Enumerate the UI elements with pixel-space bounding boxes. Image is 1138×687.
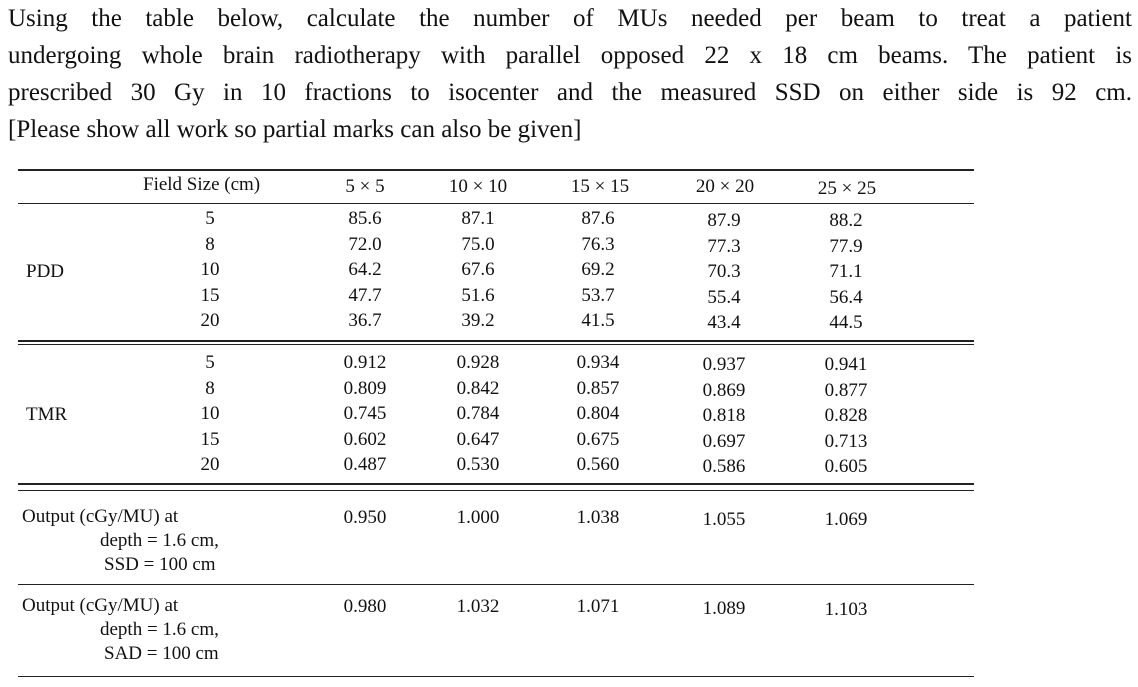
tmr-value: 0.602	[343, 428, 387, 450]
pdd-value: 71.1	[829, 261, 863, 282]
section-rule	[18, 344, 974, 345]
pdd-value: 39.2	[461, 310, 495, 331]
output-label-line: SSD = 100 cm	[104, 554, 216, 575]
section-rule	[18, 483, 974, 485]
output-ssd-value: 1.000	[456, 507, 500, 528]
tmr-value: 0.857	[576, 377, 620, 399]
tmr-value: 0.828	[824, 405, 868, 426]
col-header: 10 × 10	[448, 176, 508, 197]
pdd-depth: 20	[200, 310, 220, 331]
tmr-depth: 10	[200, 403, 220, 424]
tmr-depth: 15	[200, 428, 220, 450]
tmr-depth: 20	[200, 454, 220, 475]
question-line: prescribed 30 Gy in 10 fractions to isocenter and the measured SSD on either side is 92 cm.	[8, 79, 1132, 106]
output-sad-value: 0.980	[343, 596, 387, 617]
tmr-value: 0.877	[824, 379, 868, 401]
table-top-rule	[18, 169, 974, 171]
tmr-value: 0.560	[576, 454, 620, 475]
pdd-value: 43.4	[707, 312, 741, 333]
pdd-label: PDD	[26, 261, 65, 282]
tmr-value: 0.605	[824, 456, 868, 477]
section-rule	[18, 490, 974, 491]
tmr-value: 0.934	[576, 352, 620, 373]
pdd-value: 76.3	[581, 233, 615, 255]
col-header: 25 × 25	[817, 178, 877, 199]
pdd-value: 77.3	[707, 235, 741, 257]
field-size-header: Field Size (cm)	[143, 174, 261, 195]
question-text	[8, 0, 1132, 148]
tmr-value: 0.713	[824, 430, 868, 452]
pdd-value: 70.3	[707, 261, 741, 282]
output-label-line: Output (cGy/MU) at	[22, 595, 179, 616]
output-ssd-value: 1.038	[576, 507, 620, 528]
tmr-depth: 8	[205, 377, 215, 399]
output-ssd-label	[22, 505, 219, 577]
tmr-value: 0.818	[702, 405, 746, 426]
col-header: 5 × 5	[345, 176, 385, 197]
tmr-value: 0.647	[456, 428, 500, 450]
output-label-line: SAD = 100 cm	[104, 643, 219, 664]
pdd-value: 41.5	[581, 310, 615, 331]
output-sad-value: 1.089	[702, 598, 746, 619]
pdd-value: 75.0	[461, 233, 495, 255]
tmr-value: 0.941	[824, 354, 868, 375]
tmr-value: 0.697	[702, 430, 746, 452]
tmr-value: 0.675	[576, 428, 620, 450]
pdd-value: 67.6	[461, 259, 495, 280]
output-ssd-value: 0.950	[343, 507, 387, 528]
table-bottom-rule	[18, 676, 974, 677]
output-ssd-value: 1.069	[824, 509, 868, 530]
section-rule	[18, 584, 974, 585]
col-header: 20 × 20	[695, 176, 755, 197]
tmr-value: 0.530	[456, 454, 500, 475]
tmr-value: 0.842	[456, 377, 500, 399]
tmr-value: 0.745	[343, 403, 387, 424]
tmr-value: 0.784	[456, 403, 500, 424]
output-sad-value: 1.103	[824, 599, 868, 620]
tmr-label: TMR	[26, 404, 68, 425]
question-line: undergoing whole brain radiotherapy with parallel opposed 22 x 18 cm beams. The patient is	[8, 42, 1132, 69]
output-label-line: depth = 1.6 cm,	[100, 619, 219, 640]
pdd-value: 69.2	[581, 259, 615, 280]
pdd-value: 56.4	[829, 286, 863, 308]
output-ssd-value: 1.055	[702, 509, 746, 530]
header-rule	[18, 203, 974, 204]
output-label-line: Output (cGy/MU) at	[22, 506, 179, 527]
section-rule	[18, 340, 974, 342]
pdd-depth: 8	[205, 233, 215, 255]
question-line: [Please show all work so partial marks can also be given]	[8, 116, 582, 143]
tmr-value: 0.937	[702, 354, 746, 375]
pdd-depth: 10	[200, 259, 220, 280]
pdd-value: 87.9	[707, 210, 741, 231]
pdd-value: 55.4	[707, 286, 741, 308]
question-line: Using the table below, calculate the number of MUs needed per beam to treat a patient	[8, 5, 1132, 32]
tmr-value: 0.586	[702, 456, 746, 477]
pdd-value: 77.9	[829, 235, 863, 257]
output-sad-label	[22, 594, 219, 666]
pdd-value: 47.7	[348, 284, 382, 306]
pdd-value: 88.2	[829, 210, 863, 231]
tmr-value: 0.487	[343, 454, 387, 475]
col-header: 15 × 15	[570, 176, 630, 197]
pdd-value: 87.6	[581, 208, 615, 229]
output-sad-value: 1.032	[456, 596, 500, 617]
pdd-value: 36.7	[348, 310, 382, 331]
tmr-value: 0.809	[343, 377, 387, 399]
pdd-value: 64.2	[348, 259, 382, 280]
output-sad-value: 1.071	[576, 596, 620, 617]
pdd-depth: 5	[205, 208, 215, 229]
tmr-value: 0.928	[456, 352, 500, 373]
pdd-value: 72.0	[348, 233, 382, 255]
tmr-value: 0.869	[702, 379, 746, 401]
pdd-value: 85.6	[348, 208, 382, 229]
pdd-value: 51.6	[461, 284, 495, 306]
pdd-depth: 15	[200, 284, 220, 306]
pdd-value: 44.5	[829, 312, 863, 333]
tmr-depth: 5	[205, 352, 215, 373]
tmr-value: 0.804	[576, 403, 620, 424]
pdd-value: 53.7	[581, 284, 615, 306]
tmr-value: 0.912	[343, 352, 387, 373]
output-label-line: depth = 1.6 cm,	[100, 530, 219, 551]
pdd-value: 87.1	[461, 208, 495, 229]
